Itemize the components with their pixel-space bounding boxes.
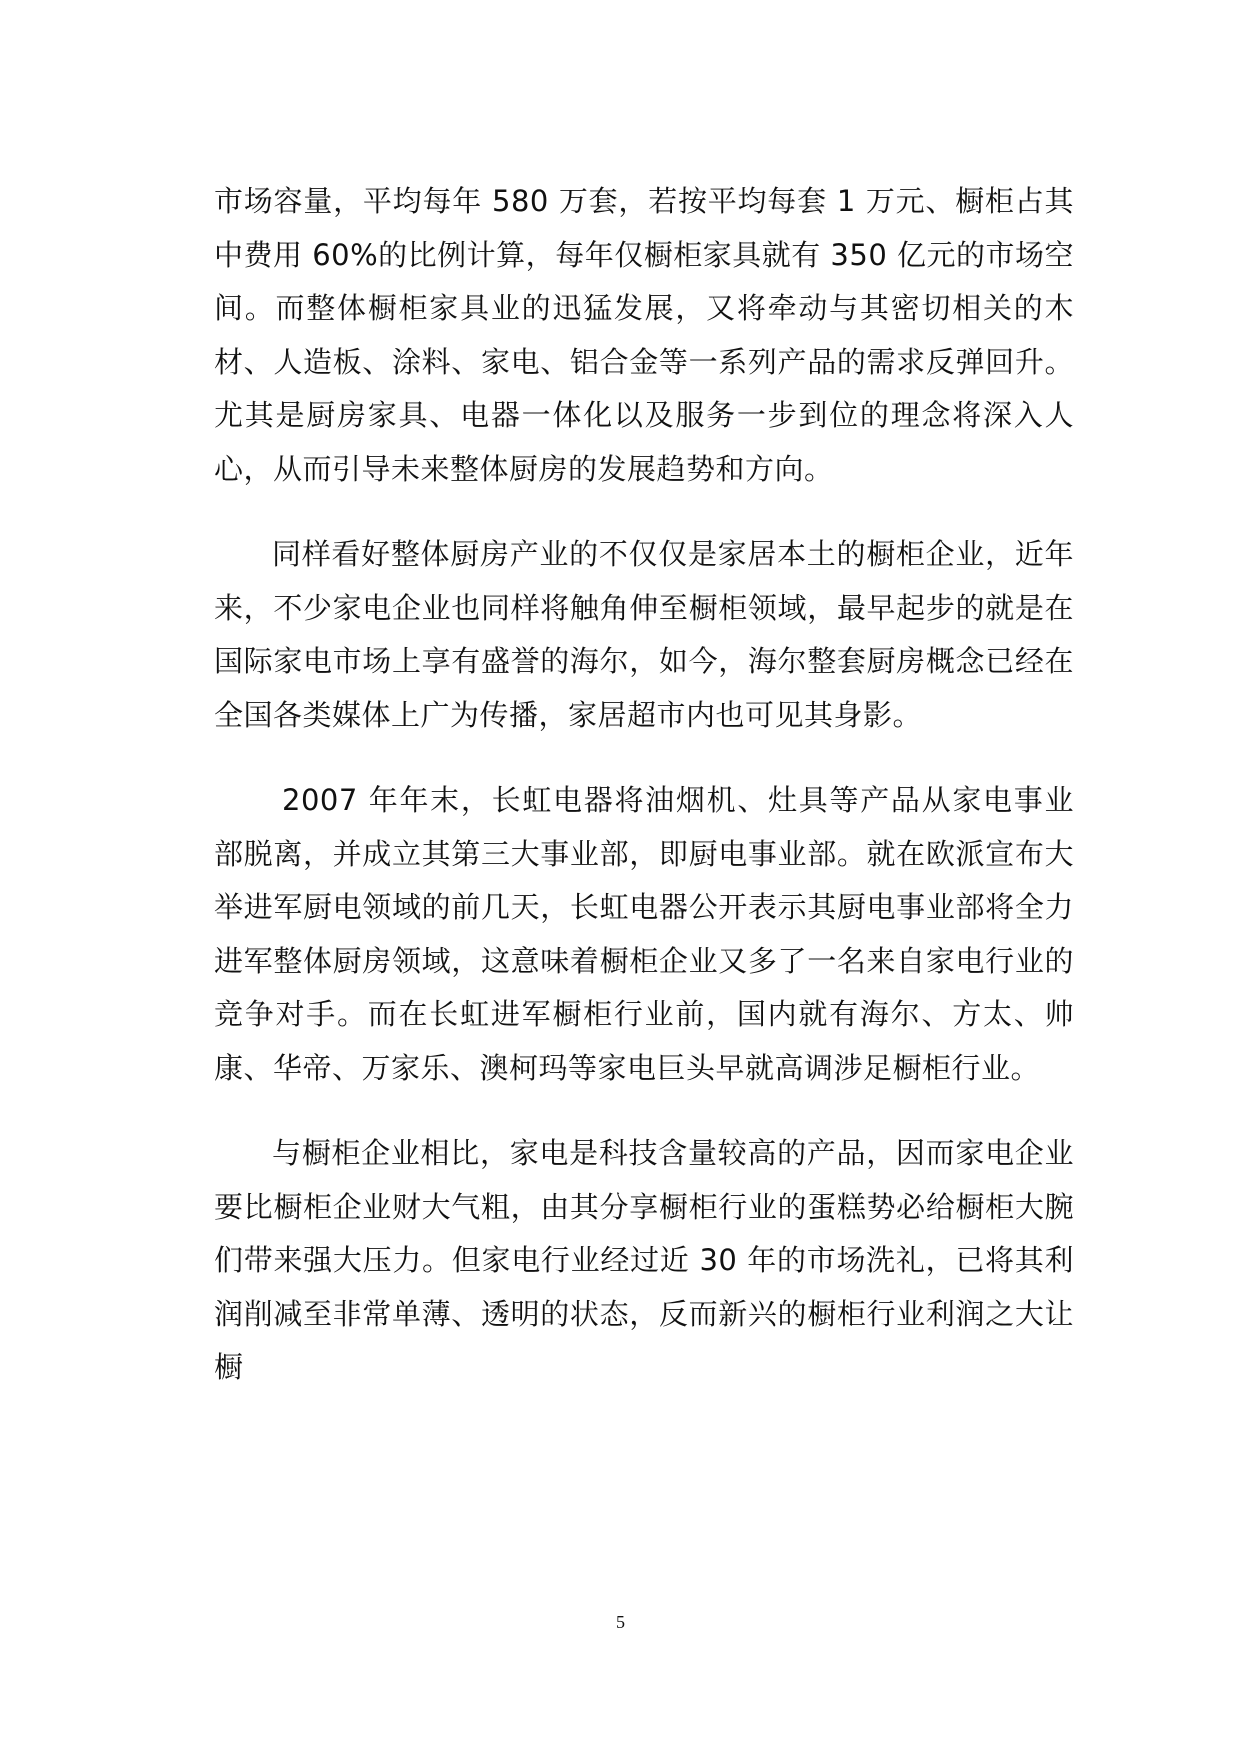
paragraph-4: 与橱柜企业相比，家电是科技含量较高的产品，因而家电企业要比橱柜企业财大气粗，由其分享橱柜行业的蛋糕势必给橱柜大腕们带来强大压力。但家电行业经过近 30 年的市场洗礼，已将其利润削减至非常单薄、透明的状态，反而新兴的橱柜行业利润之大让橱 <box>214 1136 1074 1384</box>
page-number: 5 <box>616 1612 625 1632</box>
paragraph-1: 市场容量，平均每年 580 万套，若按平均每套 1 万元、橱柜占其中费用 60%的比例计算，每年仅橱柜家具就有 350 亿元的市场空间。而整体橱柜家具业的迅猛发展，又将牵动与其密切相关的木材、人造板、涂料、家电、铝合金等一系列产品的需求反弹回升。尤其是厨房家具、电器一体化以及服务一步到位的理念将深入人心，从而引导未来整体厨房的发展趋势和方向。 <box>214 184 1074 486</box>
body-text <box>214 175 1074 1395</box>
paragraph-3: 2007 年年末，长虹电器将油烟机、灶具等产品从家电事业部脱离，并成立其第三大事业部，即厨电事业部。就在欧派宣布大举进军厨电领域的前几天，长虹电器公开表示其厨电事业部将全力进军整体厨房领域，这意味着橱柜企业又多了一名来自家电行业的竞争对手。而在长虹进军橱柜行业前，国内就有海尔、方太、帅康、华帝、万家乐、澳柯玛等家电巨头早就高调涉足橱柜行业。 <box>214 783 1074 1085</box>
paragraph-2: 同样看好整体厨房产业的不仅仅是家居本土的橱柜企业，近年来，不少家电企业也同样将触角伸至橱柜领域，最早起步的就是在国际家电市场上享有盛誉的海尔，如今，海尔整套厨房概念已经在全国各类媒体上广为传播，家居超市内也可见其身影。 <box>214 537 1074 732</box>
